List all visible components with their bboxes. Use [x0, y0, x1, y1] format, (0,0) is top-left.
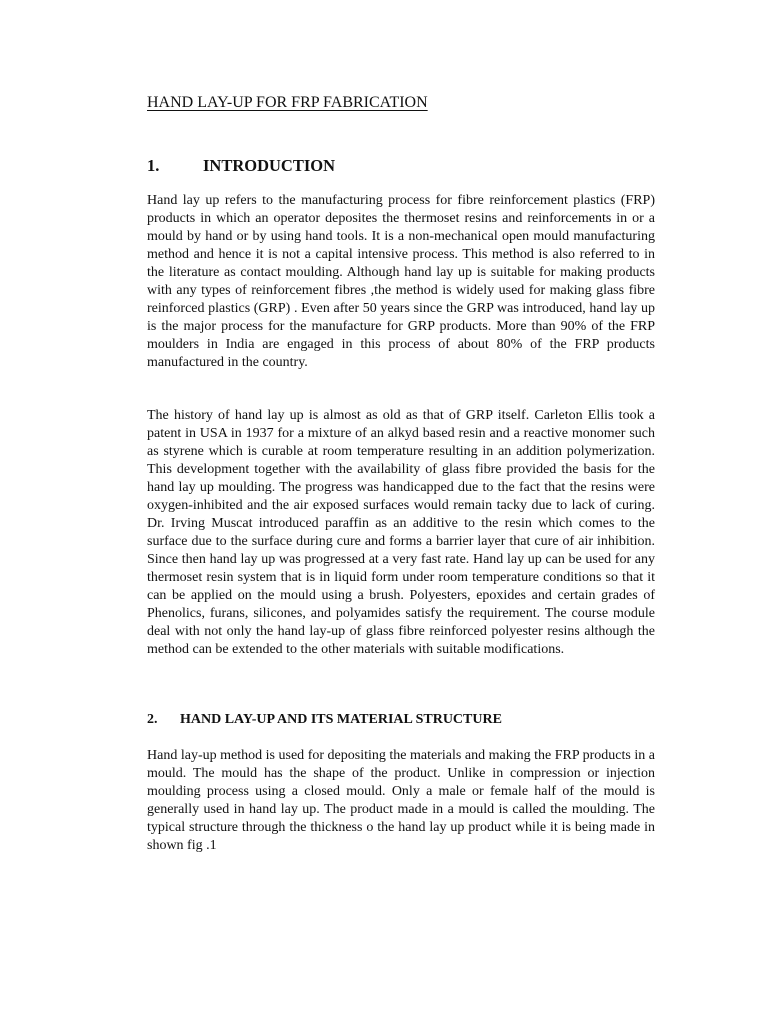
intro-paragraph-1: Hand lay up refers to the manufacturing process for fibre reinforcement plastics (FRP) products in which an operator deposites the thermoset resins and reinforcements in or a mould by hand or by using hand tools. It is a non-mechanical open mould manufacturing method and hence it is not a capital intensive process. This method is also referred to in the literature as contact moulding. Although hand lay up is suitable for making products with any types of reinforcement fibres ,the method is widely used for making glass fibre reinforced plastics (GRP) . Even after 50 years since the GRP was introduced, hand lay up is the major process for the manufacture for GRP products. More than 90% of the FRP moulders in India are engaged in this process of about 80% of the FRP products manufactured in the country. [147, 193, 655, 370]
section-1-title: INTRODUCTION [203, 156, 336, 175]
section-2-number: 2. [147, 712, 158, 727]
section-2-paragraph-1: Hand lay-up method is used for depositing the materials and making the FRP products in a mould. The mould has the shape of the product. Unlike in compression or injection moulding process using a closed mould. Only a male or female half of the mould is generally used in hand lay up. The product made in a mould is called the moulding. The typical structure through the thickness o the hand lay up product while it is being made in shown fig .1 [147, 748, 655, 853]
section-2-title: HAND LAY-UP AND ITS MATERIAL STRUCTURE [180, 712, 502, 727]
section-1-number: 1. [147, 156, 160, 175]
document-title: HAND LAY-UP FOR FRP FABRICATION [147, 94, 428, 111]
intro-paragraph-2: The history of hand lay up is almost as old as that of GRP itself. Carleton Ellis took a patent in USA in 1937 for a mixture of an alkyd based resin and a reactive monomer such as styrene which is curable at room temperature resulting in an addition polymerization. This development together with the availability of glass fibre provided the basis for the hand lay up moulding. The progress was handicapped due to the fact that the resins were oxygen-inhibited and the air exposed surfaces would remain tacky due to lack of curing. Dr. Irving Muscat introduced paraffin as an additive to the resin which comes to the surface due to the surface during cure and forms a barrier layer that cure of air inhibition. Since then hand lay up was progressed at a very fast rate. Hand lay up can be used for any thermoset resin system that is in liquid form under room temperature conditions so that it can be applied on the mould using a brush. Polyesters, epoxides and certain grades of Phenolics, furans, silicones, and polyamides satisfy the requirement. The course module deal with not only the hand lay-up of glass fibre reinforced polyester resins although the method can be extended to the other materials with suitable modifications. [147, 408, 655, 657]
section-1-heading [147, 156, 335, 176]
section-2-heading [147, 711, 502, 729]
